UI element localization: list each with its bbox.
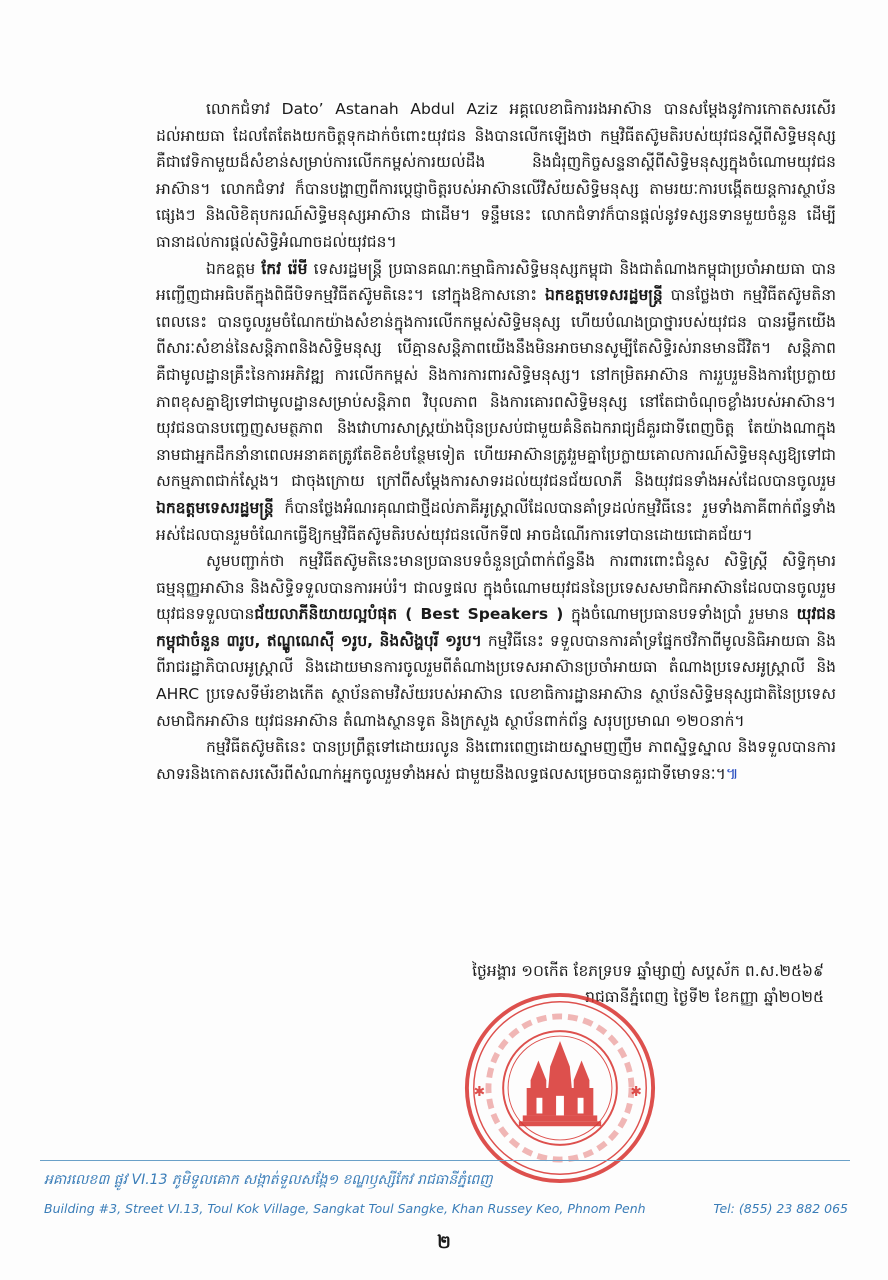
footer-telephone: Tel: (855) 23 882 065	[713, 1201, 848, 1216]
end-mark: ៕	[725, 764, 739, 783]
paragraph-4	[156, 734, 836, 787]
winners-list: យុវជនកម្ពុជាចំនួន ៣រូប, ឥណ្ឌូណេស៊ី ១រូប, និងសិង្ហបុរី ១រូប។	[156, 605, 836, 650]
p4-text: កម្មវិធីតស៊ូមតិនេះ បានប្រព្រឹត្តទៅដោយរលូន និងពោរពេញដោយស្នាមញញឹម ភាពស្និទ្ធស្នាល និងទទួលបានការសាទរនិងកោតសរសើរពីសំណាក់អ្នកចូលរួមទាំងអស់ ជាមួយនឹងលទ្ធផលសម្រេចបានគួរជាទីមោទនៈ។	[156, 738, 836, 783]
date-solar: រាជធានីភ្នំពេញ ថ្ងៃទី២ ខែកញ្ញា ឆ្នាំ២០២៥	[585, 988, 824, 1006]
document-body	[156, 96, 836, 787]
p3-text-c: កម្មវិធីនេះ ទទួលបានការគាំទ្រផ្នែកថវិកាពីមូលនិធិអាយធា និងពីរាជរដ្ឋាភិបាលអូស្ត្រាលី និងដោយមានការចូលរួមពីតំណាងប្រទេសអាស៊ានប្រចាំអាយធា តំណាងប្រទេសអូស្ត្រាលី និង AHRC ប្រទេសទីម័រខាងកើត ស្ថាប័នតាមវិស័យរបស់អាស៊ាន លេខាធិការដ្ឋានអាស៊ាន ស្ថាប័នសិទ្ធិមនុស្សជាតិនៃប្រទេសសមាជិកអាស៊ាន យុវជនអាស៊ាន តំណាងស្ថានទូត និងក្រសួង ស្ថាប័នពាក់ព័ន្ធ សរុបប្រមាណ ១២០នាក់។	[156, 631, 836, 730]
svg-text:✱: ✱	[630, 1083, 643, 1100]
minister-title-1: ឯកឧត្តមទេសរដ្ឋមន្ត្រី	[544, 286, 663, 305]
p2-text-b: ទេសរដ្ឋមន្ត្រី ប្រធានគណៈកម្មាធិការសិទ្ធិមនុស្សកម្ពុជា និងជាតំណាងកម្ពុជាប្រចាំអាយធា បានអញ្ជើញជាអធិបតីក្នុងពិធីបិទកម្មវិធីតស៊ូមតិនេះ។ នៅក្នុងឱកាសនោះ	[156, 259, 836, 305]
p3-text-b: ក្នុងចំណោមប្រធានបទទាំងប្រាំ រួមមាន	[563, 605, 797, 624]
p2-text-a: ឯកឧត្តម	[206, 259, 262, 278]
p2-text-d: ក៏បានថ្លែងអំណរគុណជាថ្មីដល់ភាគីអូស្ត្រាលីដែលបានគាំទ្រដល់កម្មវិធីនេះ រួមទាំងភាគីពាក់ព័ន្ធទាំងអស់ដែលបានរួមចំណែកធ្វើឱ្យកម្មវិធីតស៊ូមតិរបស់យុវជនលើកទី៧ អាចដំណើរការទៅបានដោយជោគជ័យ។	[156, 498, 836, 544]
date-lunar: ថ្ងៃអង្គារ ១០កើត ខែភទ្របទ ឆ្នាំម្សាញ់ សប្តស័ក ព.ស.២៥៦៩	[472, 962, 824, 980]
minister-name: កែវ រ៉េមី	[261, 259, 308, 278]
minister-title-2: ឯកឧត្តមទេសរដ្ឋមន្ត្រី	[156, 498, 274, 517]
p3-text-a: សូមបញ្ជាក់ថា កម្មវិធីតស៊ូមតិនេះមានប្រធានបទចំនួនប្រាំពាក់ព័ន្ធនឹង ការពារពោះជំនួស សិទ្ធិស្ត្រី សិទ្ធិកុមារ ធម្មនុញ្ញអាស៊ាន និងសិទ្ធិទទួលបានការអប់រំ។ ជាលទ្ធផល ក្នុងចំណោមយុវជននៃប្រទេសសមាជិកអាស៊ានដែលបានចូលរួម យុវជនទទួលបាន	[156, 552, 836, 624]
paragraph-2	[156, 256, 836, 549]
footer-rule	[40, 1160, 850, 1161]
paragraph-1: លោកជំទាវ Dato’ Astanah Abdul Aziz អគ្គលេខាធិការរងអាស៊ាន បានសម្តែងនូវការកោតសរសើរដល់អាយធា ដែលតែតែងយកចិត្តទុកដាក់ចំពោះយុវជន និងបានលើកឡើងថា កម្មវិធីតស៊ូមតិរបស់យុវជនស្តីពីសិទ្ធិមនុស្ស គឺជាវេទិកាមួយដ៏សំខាន់សម្រាប់ការលើកកម្ពស់ការយល់ដឹង និងជំរុញកិច្ចសន្ទនាស្តីពីសិទ្ធិមនុស្សក្នុងចំណោមយុវជនអាស៊ាន។ លោកជំទាវ ក៏បានបង្ហាញពីការប្តេជ្ញាចិត្តរបស់អាស៊ានលើវិស័យសិទ្ធិមនុស្ស តាមរយៈការបង្កើតយន្តការស្ថាប័នផ្សេងៗ និងលិខិតុបករណ៍សិទ្ធិមនុស្សអាស៊ាន ជាដើម។ ទន្ទឹមនេះ លោកជំទាវក៏បានផ្តល់នូវទស្សនទានមួយចំនួន ដើម្បីធានាដល់ការផ្តល់សិទ្ធិអំណាចដល់យុវជន។	[156, 100, 836, 251]
page-number: ២	[437, 1232, 451, 1253]
official-seal-icon	[462, 990, 658, 1186]
paragraph-3	[156, 548, 836, 734]
prize-label-en: ( Best Speakers )	[397, 605, 564, 624]
prize-label: ជ័យលាភីនិយាយល្អបំផុត	[254, 605, 398, 624]
footer-address-khmer: អគារលេខ៣ ផ្លូវ VI.13 ភូមិទួលគោក សង្កាត់ទួលសង្កែ១ ខណ្ឌឫស្សីកែវ រាជធានីភ្នំពេញ	[44, 1172, 493, 1188]
svg-text:✱: ✱	[473, 1083, 486, 1100]
p2-text-c: បានថ្លែងថា កម្មវិធីតស៊ូមតិនាពេលនេះ បានចូលរួមចំណែកយ៉ាងសំខាន់ក្នុងការលើកកម្ពស់សិទ្ធិមនុស្ស ហើយបំណងប្រាថ្នារបស់យុវជន បានរម្លឹកយើងពីសារៈសំខាន់នៃសន្តិភាពនិងសិទ្ធិមនុស្ស បើគ្មានសន្តិភាពយើងនឹងមិនអាចមានសូម្បីតែសិទ្ធិរស់រានមានជីវិត។ សន្តិភាព គឺជាមូលដ្ឋានគ្រឹះនៃការអភិវឌ្ឍ ការលើកកម្ពស់ និងការការពារសិទ្ធិមនុស្ស។ នៅកម្រិតអាស៊ាន ការរួបរួមនិងការប្រែក្លាយភាពខុសគ្នាឱ្យទៅជាមូលដ្ឋានសម្រាប់សន្តិភាព វិបុលភាព និងការគោរពសិទ្ធិមនុស្ស នៅតែជាចំណុចខ្លាំងរបស់អាស៊ាន។ យុវជនបានបញ្ចេញសមត្ថភាព និងវោហារសាស្ត្រយ៉ាងប៉ិនប្រសប់ជាមួយគំនិតឯករាជ្យដ៏គួរជាទីពេញចិត្ត តែយ៉ាងណាក្នុងនាមជាអ្នកដឹកនាំនាពេលអនាគតត្រូវតែខិតខំបន្ថែមទៀត ហើយអាស៊ានត្រូវរួមគ្នាប្រែក្លាយគោលការណ៍សិទ្ធិមនុស្សឱ្យទៅជាសកម្មភាពជាក់ស្តែង។ ជាចុងក្រោយ ក្រៅពីសម្តែងការសាទរដល់យុវជនជ័យលាភី និងយុវជនទាំងអស់ដែលបានចូលរួម	[156, 286, 836, 491]
footer-address-english: Building #3, Street VI.13, Toul Kok Village, Sangkat Toul Sangke, Khan Russey Keo, Phnom Penh	[44, 1201, 646, 1216]
